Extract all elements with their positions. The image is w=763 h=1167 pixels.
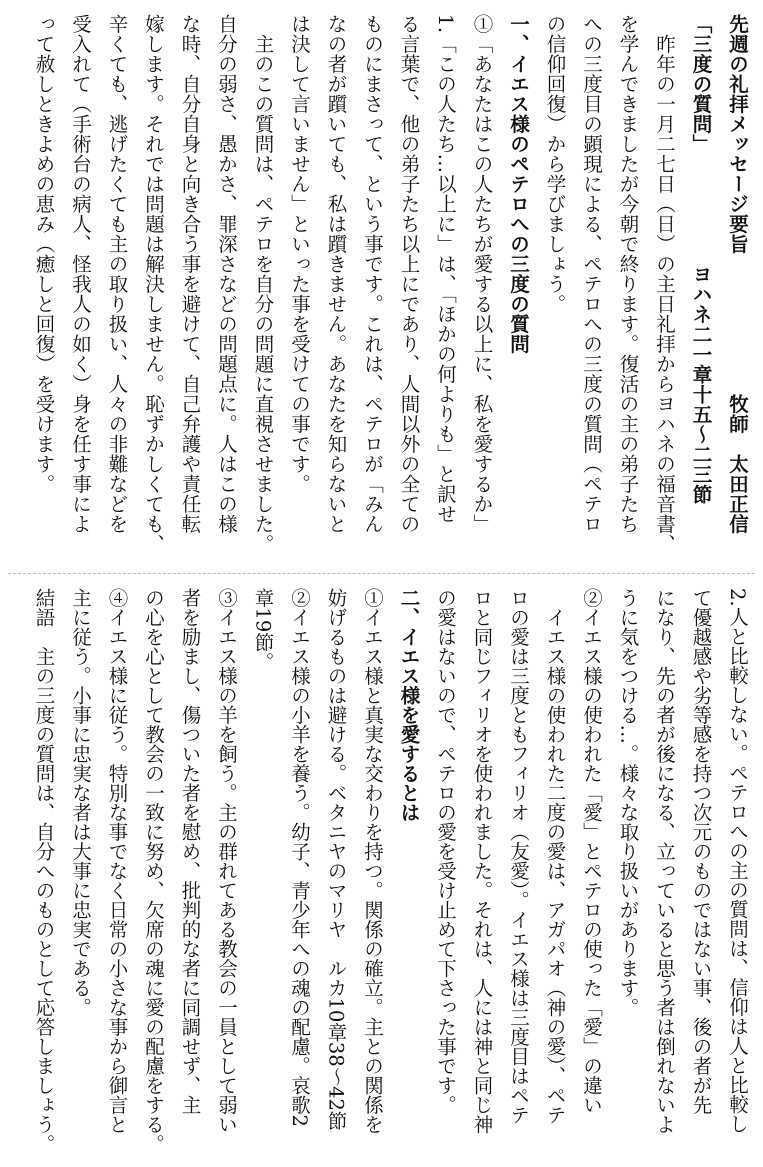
text-line: 者を励まし、傷ついた者を慰め、批判的な者に同調せず、主 [178,588,202,1115]
text-line: ①「あなたはこの人たちが愛する以上に、私を愛するか」 [470,14,494,534]
text-line: ロの愛は三度ともフィリオ（友愛）。イエス様は三度目はペテ [507,588,530,1125]
text-line: て優越感や劣等感を持つ次元のものではない事、後の者が先 [689,588,713,1115]
text-line: な時、自分自身と向き合う事を避けて、自己弁護や責任転 [178,14,202,534]
bulletin-heading: 先週の礼拝メッセージ要旨 牧師 太田正信 [726,14,749,534]
text-line: ②イエス様の小羊を養う。幼子、青少年への魂の配慮。哀歌2 [288,588,311,1127]
section-divider [8,573,755,574]
text-line: 嫁します。それでは問題は解決しません。恥ずかしくても、 [142,14,165,554]
text-line: ④イエス様に従う。特別な事でなく日常の小さな事から御言と [105,588,129,1134]
section-heading-2: 二、イエス様を愛するとは [397,588,421,822]
text-line: 昨年の一月二七日（日）の主日礼拝からヨハネの福音書、 [653,14,676,554]
text-line: 辛くても、逃げたくても主の取り扱い、人々の非難などを [105,14,129,534]
text-line: 受入れて（手術台の病人、怪我人の如く）身を任す事によ [69,14,92,534]
conclusion-line: 結語 主の三度の質問は、自分へのものとして応答しましょう。 [32,588,56,1154]
text-line: なの者が躓いても、私は躓きません。あなたを知らないと [324,14,348,534]
text-line: になり、先の者が後になる、立っていると思う者は倒れないよ [653,588,676,1134]
text-line: 自分の弱さ、愚かさ、罪深さなどの問題点に。人はこの様 [215,14,238,534]
text-line: って赦しときよめの恵み（癒しと回復）を受けます。 [32,14,56,494]
text-line: イエス様の使われた二度の愛は、アガパオ（神の愛）、ペテ [543,588,567,1125]
upper-text-block [25,14,755,554]
text-line: ①イエス様と真実な交わりを持つ。関係の確立。主との関係を [361,588,384,1134]
text-line: の信仰回復）から学びましょう。 [543,14,567,314]
text-line: の心を心として教会の一致に努め、欠席の魂に愛の配慮をする。 [142,588,165,1154]
text-line: 章19節。 [251,588,275,672]
text-line: を学んできましたが今朝で終ります。復活の主の弟子たち [616,14,640,534]
text-line: の愛はないので、ペテロの愛を受け止めて下さった事です。 [434,588,457,1115]
text-line: 妨げるものは避ける。ベタニヤのマリヤ ルカ10章38～42節 [324,588,348,1131]
text-line: 1.「この人たち…以上に」は、「ほかの何よりも」と訳せ [434,14,457,524]
text-line: る言葉で、他の弟子たち以上にであり、人間以外の全ての [397,14,421,534]
text-line: は決して言いません」といった事を受けての事です。 [288,14,311,494]
section-heading-1: 一、イエス様のペテロへの三度の質問 [507,14,530,354]
text-line: ③イエス様の羊を飼う。主の群れてある教会の一員として弱い [215,588,238,1134]
text-line: への三度目の顕現による、ペテロへの三度の質問（ペテロ [580,14,603,534]
sermon-title-and-scripture: 「三度の質問」 ヨハネ二一章十五～二三節 [689,14,713,505]
text-line: うに気をつける…。様々な取り扱いがあります。 [616,588,640,1017]
text-line: ものにまさって、という事です。これは、ペテロが「みん [361,14,384,534]
text-line: 2.人と比較しない。ペテロへの主の質問は、信仰は人と比較し [726,588,749,1134]
text-line: ロと同じフィリオを使われました。それは、人には神と同じ神 [470,588,494,1134]
lower-text-block [25,588,755,1158]
text-line: 主のこの質問は、ペテロを自分の問題に直視させました。 [251,14,275,554]
text-line: 主に従う。小事に忠実な者は大事に忠実である。 [69,588,92,1017]
text-line: ②イエス様の使われた「愛」とペテロの使った「愛」の違い [580,588,603,1115]
